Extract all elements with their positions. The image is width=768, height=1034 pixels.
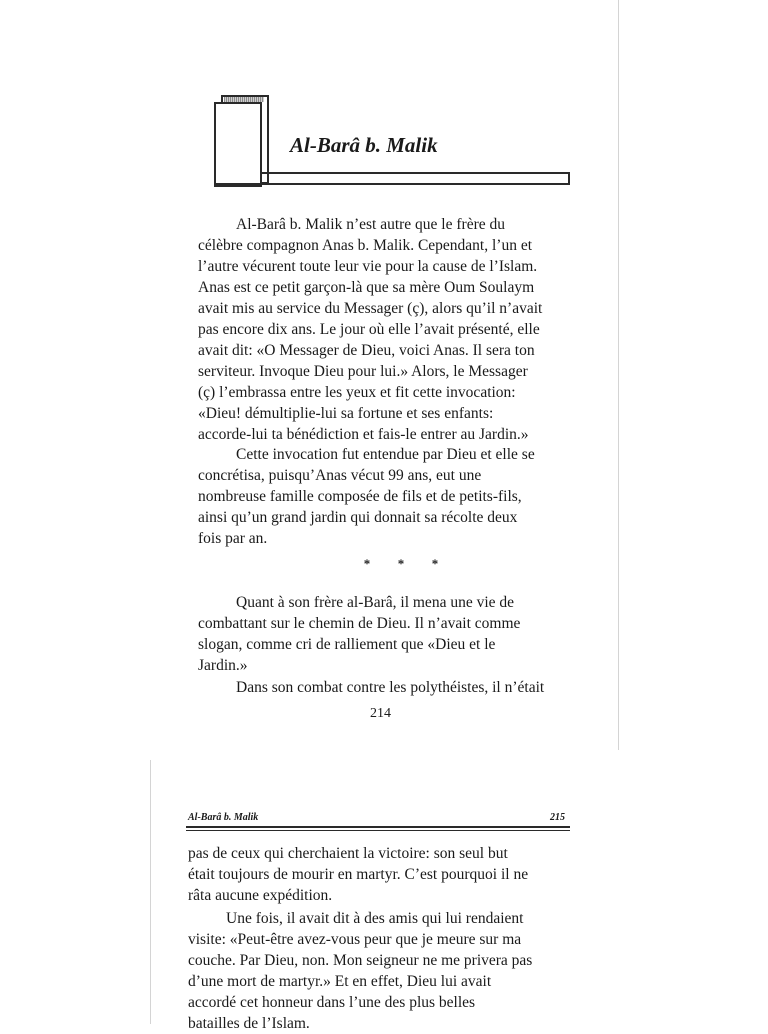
running-head-rule <box>186 826 570 828</box>
text-line: Quant à son frère al-Barâ, il mena une vie de <box>236 594 515 611</box>
text-line: concrétisa, puisqu’Anas vécut 99 ans, eut une <box>198 467 482 484</box>
text-line: Jardin.» <box>198 657 248 674</box>
page2-paragraph-1 <box>188 843 570 906</box>
asterisk: * <box>397 556 405 571</box>
page1-paragraph-4 <box>198 677 553 698</box>
asterisk: * <box>363 556 371 571</box>
running-head-rule-thin <box>186 830 570 831</box>
asterisk: * <box>431 556 439 571</box>
text-line: Une fois, il avait dit à des amis qui lui rendaient <box>226 910 524 927</box>
text-line: était toujours de mourir en martyr. C’est pourquoi il ne <box>188 866 529 883</box>
text-line: d’une mort de martyr.» Et en effet, Dieu lui avait <box>188 973 492 990</box>
text-line: ainsi qu’un grand jardin qui donnait sa récolte deux <box>198 509 518 526</box>
chapter-title: Al-Barâ b. Malik <box>290 133 438 157</box>
page-number: 214 <box>370 706 391 721</box>
page1-paragraph-3 <box>198 592 553 676</box>
text-line: Dans son combat contre les polythéistes, il n’était <box>236 679 545 696</box>
section-separator <box>350 556 452 572</box>
text-line: «Dieu! démultiplie-lui sa fortune et ses enfants: <box>198 405 494 422</box>
text-line: râta aucune expédition. <box>188 887 333 904</box>
text-line: pas de ceux qui cherchaient la victoire: son seul but <box>188 845 508 862</box>
page2-paragraph-2 <box>188 908 570 1034</box>
page1-paragraph-1 <box>198 214 553 445</box>
text-line: avait dit: «O Messager de Dieu, voici Anas. Il sera ton <box>198 342 535 359</box>
text-line: visite: «Peut-être avez-vous peur que je meure sur ma <box>188 931 522 948</box>
scan-edge-line-left <box>150 760 151 1024</box>
text-line: avait mis au service du Messager (ç), alors qu’il n’avait <box>198 300 543 317</box>
chapter-header-rule-end <box>568 172 570 185</box>
scan-edge-line-right <box>618 0 619 750</box>
text-line: combattant sur le chemin de Dieu. Il n’avait comme <box>198 615 521 632</box>
text-line: couche. Par Dieu, non. Mon seigneur ne me privera pas <box>188 952 533 969</box>
text-line: Anas est ce petit garçon-là que sa mère Oum Soulaym <box>198 279 535 296</box>
chapter-header-box-front <box>214 102 262 187</box>
running-page-number: 215 <box>550 812 565 823</box>
text-line: Cette invocation fut entendue par Dieu et elle se <box>236 446 535 463</box>
text-line: pas encore dix ans. Le jour où elle l’avait présenté, elle <box>198 321 540 338</box>
text-line: batailles de l’Islam. <box>188 1015 310 1032</box>
text-line: célèbre compagnon Anas b. Malik. Cependant, l’un et <box>198 237 533 254</box>
text-line: l’autre vécurent toute leur vie pour la cause de l’Islam. <box>198 258 538 275</box>
chapter-header-rule-bottom <box>214 183 570 185</box>
text-line: nombreuse famille composée de fils et de petits-fils, <box>198 488 522 505</box>
text-line: accordé cet honneur dans l’une des plus belles <box>188 994 476 1011</box>
page1-paragraph-2 <box>198 444 553 549</box>
text-line: accorde-lui ta bénédiction et fais-le entrer au Jardin.» <box>198 426 529 443</box>
text-line: fois par an. <box>198 530 268 547</box>
chapter-header-rule-top <box>260 172 570 174</box>
text-line: slogan, comme cri de ralliement que «Dieu et le <box>198 636 496 653</box>
text-line: Al-Barâ b. Malik n’est autre que le frère du <box>236 216 505 233</box>
running-head: Al-Barâ b. Malik <box>188 812 259 823</box>
text-line: (ç) l’embrassa entre les yeux et fit cette invocation: <box>198 384 516 401</box>
text-line: serviteur. Invoque Dieu pour lui.» Alors, le Messager <box>198 363 528 380</box>
